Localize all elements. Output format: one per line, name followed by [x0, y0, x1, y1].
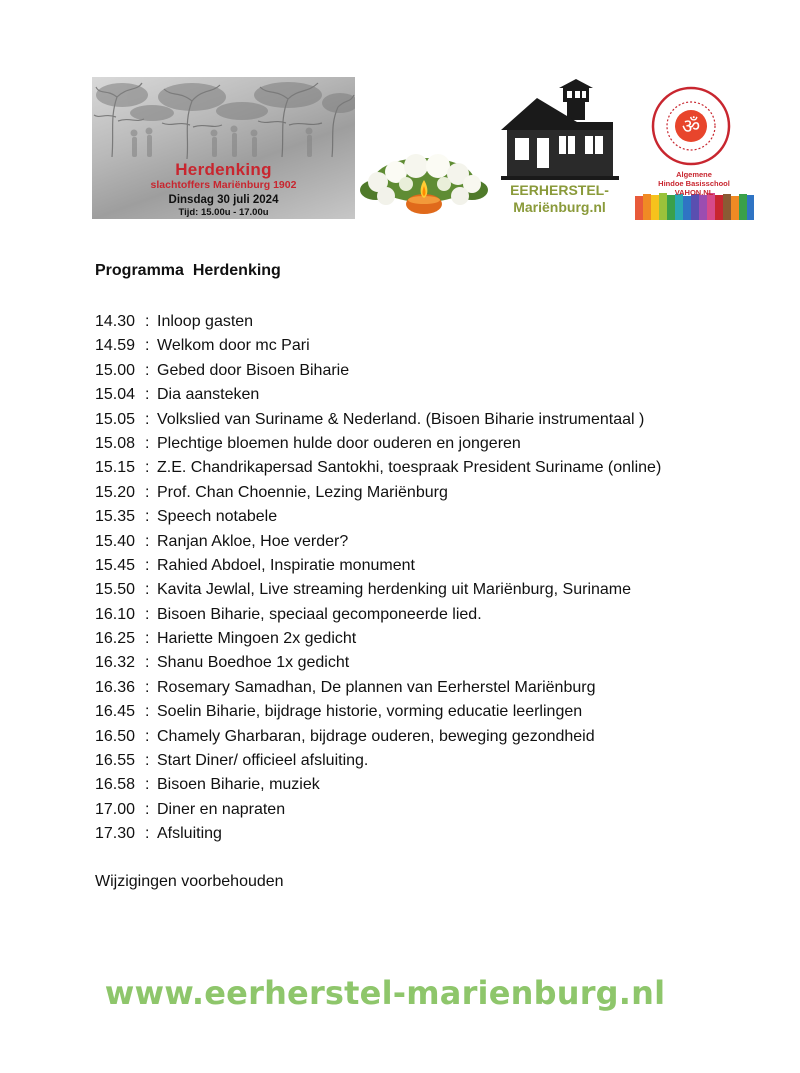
- program-item: [95, 578, 735, 602]
- program-title: Programma Herdenking: [95, 262, 281, 279]
- program-item-separator: :: [145, 678, 150, 696]
- program-item-time: 15.05: [95, 410, 136, 428]
- program-item: [95, 749, 735, 773]
- school-logo-line3: VAHON.NL: [674, 188, 714, 197]
- program-item-separator: :: [145, 459, 150, 477]
- program-item-time: 16.10: [95, 605, 136, 623]
- om-emblem-icon: [633, 84, 755, 221]
- program-item: [95, 383, 735, 407]
- program-item-time: 17.00: [95, 800, 136, 818]
- program-item-description: Kavita Jewlal, Live streaming herdenking uit Mariënburg, Suriname: [157, 581, 632, 599]
- program-item-time: 16.25: [95, 630, 136, 648]
- program-item-separator: :: [145, 825, 150, 843]
- school-logo: [633, 84, 755, 221]
- program-item-separator: :: [145, 508, 150, 526]
- program-item: [95, 700, 735, 724]
- program-item-separator: :: [145, 654, 150, 672]
- program-item-separator: :: [145, 800, 150, 818]
- program-item-description: Diner en napraten: [157, 800, 286, 818]
- eerherstel-logo: [497, 78, 622, 223]
- program-item-time: 14.30: [95, 313, 136, 330]
- program-item-separator: :: [145, 581, 150, 599]
- program-item-description: Plechtige bloemen hulde door ouderen en jongeren: [157, 434, 521, 452]
- program-item: [95, 773, 735, 797]
- program-item: [95, 651, 735, 675]
- program-item: [95, 310, 735, 334]
- program-item-description: Shanu Boedhoe 1x gedicht: [157, 654, 350, 672]
- program-item: [95, 603, 735, 627]
- program-item: [95, 481, 735, 505]
- program-item: [95, 822, 735, 846]
- program-item-description: Dia aansteken: [157, 386, 260, 404]
- program-item: [95, 676, 735, 700]
- program-item: [95, 505, 735, 529]
- program-item-time: 16.45: [95, 703, 136, 721]
- program-item-description: Ranjan Akloe, Hoe verder?: [157, 532, 349, 550]
- program-item-description: Rosemary Samadhan, De plannen van Eerherstel Mariënburg: [157, 678, 596, 696]
- program-item-time: 15.00: [95, 361, 136, 379]
- banner-caption: [92, 161, 355, 218]
- website-link[interactable]: www.eerherstel-marienburg.nl: [104, 974, 666, 1012]
- program-list: [95, 310, 735, 847]
- program-item: [95, 456, 735, 480]
- program-item-description: Chamely Gharbaran, bijdrage ouderen, beweging gezondheid: [157, 727, 595, 745]
- program-item-time: 14.59: [95, 337, 136, 355]
- program-item-time: 16.32: [95, 654, 136, 672]
- program-item-separator: :: [145, 556, 150, 574]
- program-item-description: Soelin Biharie, bijdrage historie, vorming educatie leerlingen: [157, 703, 583, 721]
- program-item-time: 16.36: [95, 678, 136, 696]
- program-item-description: Inloop gasten: [157, 313, 254, 330]
- program-item-separator: :: [145, 605, 150, 623]
- program-item-separator: :: [145, 703, 150, 721]
- program-item-time: 17.30: [95, 825, 136, 843]
- flowers-diya-image: [356, 150, 492, 222]
- program-item: [95, 725, 735, 749]
- school-logo-line1: Algemene: [676, 170, 712, 179]
- program-item-description: Speech notabele: [157, 508, 278, 526]
- program-item: [95, 798, 735, 822]
- program-item-separator: :: [145, 410, 150, 428]
- program-item: [95, 627, 735, 651]
- banner-title: Herdenking: [175, 160, 272, 179]
- program-item-description: Bisoen Biharie, speciaal gecomponeerde lied.: [157, 605, 482, 623]
- program-item-time: 15.15: [95, 459, 136, 477]
- program-item-time: 15.04: [95, 386, 136, 404]
- program-item-separator: :: [145, 361, 150, 379]
- program-item-time: 16.50: [95, 727, 136, 745]
- program-item-time: 16.58: [95, 776, 136, 794]
- program-item-description: Volkslied van Suriname & Nederland. (Bisoen Biharie instrumentaal ): [157, 410, 645, 428]
- house-icon: [497, 78, 622, 182]
- program-item-description: Rahied Abdoel, Inspiratie monument: [157, 556, 415, 574]
- program-item-separator: :: [145, 752, 150, 770]
- svg-text:ॐ: ॐ: [681, 114, 701, 138]
- program-item-separator: :: [145, 630, 150, 648]
- banner-subtitle: slachtoffers Mariënburg 1902: [150, 179, 297, 191]
- program-item-description: Gebed door Bisoen Biharie: [157, 361, 350, 379]
- school-logo-line2: Hindoe Basisschool: [658, 179, 730, 188]
- program-item-description: Hariette Mingoen 2x gedicht: [157, 630, 357, 648]
- event-banner: [92, 77, 355, 219]
- program-item: [95, 359, 735, 383]
- school-logo-text: [633, 170, 755, 197]
- program-item-description: Bisoen Biharie, muziek: [157, 776, 320, 794]
- banner-time: Tijd: 15.00u - 17.00u: [178, 207, 269, 218]
- program-item-description: Z.E. Chandrikapersad Santokhi, toespraak President Suriname (online): [157, 459, 662, 477]
- program-item-separator: :: [145, 776, 150, 794]
- program-item-description: Welkom door mc Pari: [157, 337, 310, 355]
- program-item-time: 15.35: [95, 508, 136, 526]
- program-item-description: Prof. Chan Choennie, Lezing Mariënburg: [157, 483, 448, 501]
- program-item-separator: :: [145, 532, 150, 550]
- footnote: Wijzigingen voorbehouden: [95, 873, 284, 890]
- eerherstel-logo-line1: EERHERSTEL-: [510, 182, 609, 198]
- program-item-separator: :: [145, 313, 150, 330]
- program-item: [95, 408, 735, 432]
- program-item-time: 15.45: [95, 556, 136, 574]
- program-item: [95, 334, 735, 358]
- program-item: [95, 432, 735, 456]
- program-item-time: 15.08: [95, 434, 136, 452]
- eerherstel-logo-text: [497, 182, 622, 216]
- program-item-time: 15.40: [95, 532, 136, 550]
- program-item-description: Start Diner/ officieel afsluiting.: [157, 752, 369, 770]
- program-item-time: 16.55: [95, 752, 136, 770]
- eerherstel-logo-line2: Mariënburg.nl: [513, 199, 606, 215]
- program-item-time: 15.20: [95, 483, 136, 501]
- program-item: [95, 530, 735, 554]
- program-item-separator: :: [145, 727, 150, 745]
- program-item-separator: :: [145, 434, 150, 452]
- banner-date: Dinsdag 30 juli 2024: [168, 194, 279, 206]
- program-item-separator: :: [145, 483, 150, 501]
- program-item: [95, 554, 735, 578]
- program-item-separator: :: [145, 386, 150, 404]
- program-item-description: Afsluiting: [157, 825, 222, 843]
- program-item-separator: :: [145, 337, 150, 355]
- program-item-time: 15.50: [95, 581, 136, 599]
